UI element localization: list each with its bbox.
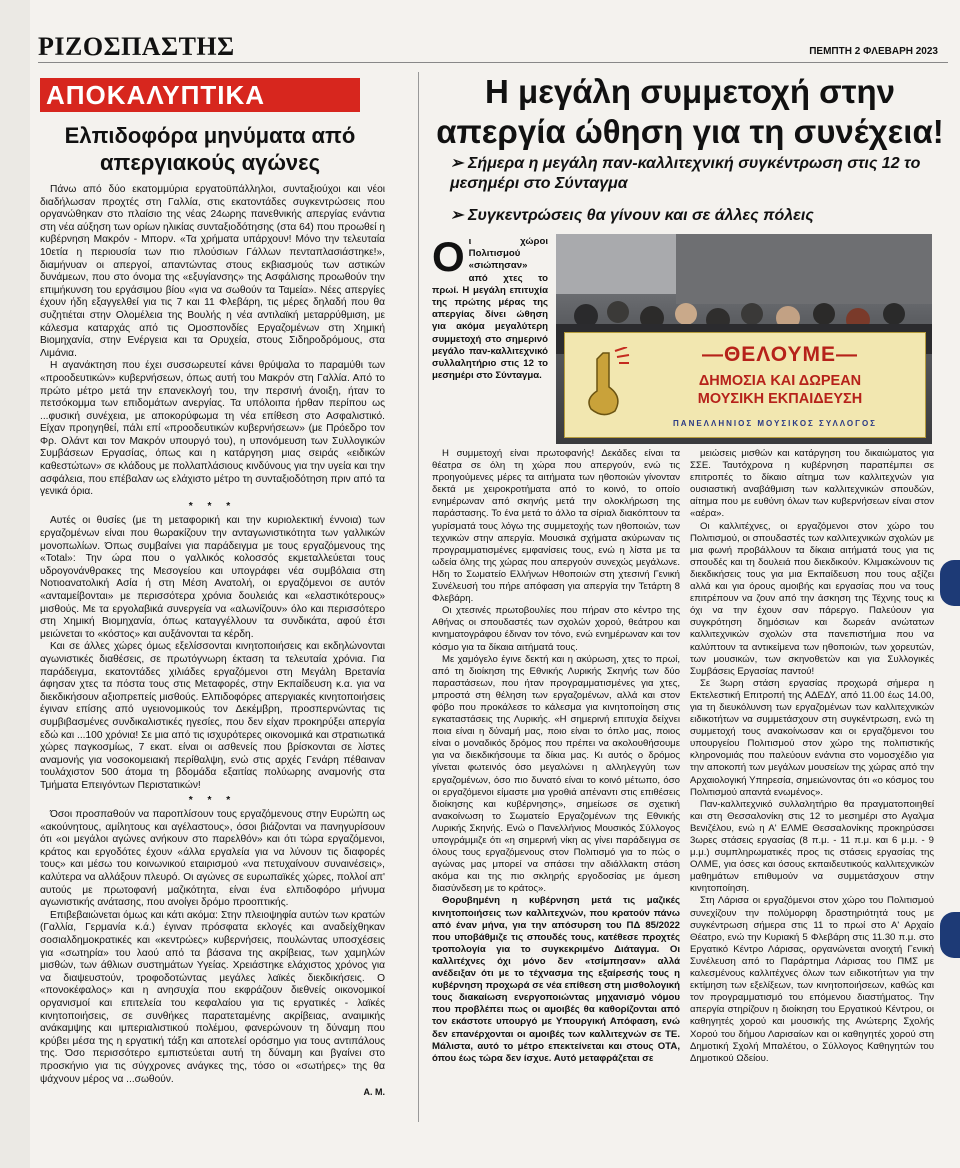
author-signature: Α. Μ. [363, 1087, 385, 1098]
section-separator: * * * [188, 500, 237, 512]
paragraph: Παν-καλλιτεχνικό συλλαλητήριο θα πραγματοποιηθεί και στη Θεσσαλονίκη στις 12 το μεσημέρι στο Αγαλμα Βενιζέλου, ενώ η Α' ΕΛΜΕ Θεσσαλονίκης προκηρύσσει 3ωρες στάσεις εργασίας (8 π.μ. - 11 π.μ. και 6 μ.μ. - 9 μ.μ.) συμπληρωματικές προς τις στάσεις εργασίας της ΟΛΜΕ, για όσες και όσους εκπαιδευτικούς καλλιτεχνικών μαθημάτων επιθυμούν να συμμετάσχουν στην κινητοποίηση. [690, 798, 934, 895]
paragraph: Επιβεβαιώνεται όμως και κάτι ακόμα: Στην πλειοψηφία αυτών των κρατών (Γαλλία, Γερμανία κ.ά.) έγιναν πρόσφατα εκλογές και αναδείχθηκαν σοσιαλδημοκρατικές και «κεντρώες» κυβερνήσεις, πουλώντας υποσχέσεις για «σωτηρία» του λαού από τα βάσανα της ακρίβειας, των χαμηλών μισθών, των άθλιων συστημάτων Υγείας. Χρειάστηκε ελάχιστος χρόνος για να διαψευστούν, τροφοδοτώντας μεγάλες λαϊκές διεκδικήσεις. Ο «πονοκέφαλος» και η ανησυχία που εκφράζουν διεθνείς οικονομικοί οργανισμοί και επιτελεία του κεφαλαίου για τις εργατικές - λαϊκές κινητοποιήσεις, σε συνθήκες παρατεταμένης ακρίβειας, αναιμικής ανάκαμψης και ιμπεριαλιστικού πολέμου, φανερώνουν τη δύναμη που κρύβει μέσα της η εργατική τάξη και αποτελεί ορόσημο για τους αντιπάλους της. Όσο περισσότερο εμπιστεύεται αυτή τη δύναμη και βγαίνει στο προσκήνιο για τις σύγχρονες ανάγκες της, τόσο οι «σωτήρες» της θα ψάχνουν μέρος να ...σωθούν. [40, 909, 385, 1085]
right-article-intro: Οι χώροι Πολιτισμού «σιώπησαν» από χτες το πρωί. Η μεγάλη επιτυχία της πρώτης μέρας της απεργίας δίνει ώθηση για ακόμα μεγαλύτερη συμμετοχή στο σημερινό μεγάλο παν-καλλιτεχνικό συλλαλητήριο στις 12 το μεσημέρι στο Σύνταγμα. [432, 233, 548, 382]
subtitle-2: ➢ Συγκεντρώσεις θα γίνουν και σε άλλες πόλεις [450, 207, 814, 224]
left-article-title: Ελπιδοφόρα μηνύματα από απεργιακούς αγώνες [64, 123, 356, 175]
column-divider [418, 72, 419, 1122]
right-article-title: Η μεγάλη συμμετοχή στην απεργία ώθηση για τη συνέχεια! [436, 73, 944, 150]
paragraph: Αυτές οι θυσίες (με τη μεταφορική και την κυριολεκτική έννοια) των εργαζομένων είναι που θωρακίζουν την ανταγωνιστικότητα των γαλλικών μονοπωλίων. Όπως συμβαίνει για παράδειγμα με τους εργαζόμενους της «Total»: Την ώρα που ο γαλλικός κολοσσός εκμεταλλεύεται τους υδρογονάνθρακες της Μεσογείου και υπογράφει νέα συμβόλαια στη Νοτιοανατολική Ασία ή στη Μέση Ανατολή, οι εργαζόμενοι σε αυτόν «ανταμείβονται» με περισσότερα χρόνια δουλειάς και «ελαστικότερους» μισθούς. Με τα εργολαβικά συνεργεία να «αλωνίζουν» όλο και περισσότερο στη Χημική Βιομηχανία, όπως καταγγέλλουν τα συνδικάτα, αφού έτσι μειώνεται το «κόστος» και αυξάνονται τα κέρδη. [40, 515, 385, 640]
banner-line-3: ΜΟΥΣΙΚΗ ΕΚΠΑΙΔΕΥΣΗ [697, 391, 863, 407]
arrow-icon: ➢ [450, 207, 464, 224]
protest-banner [564, 332, 926, 438]
banner-line-4: ΠΑΝΕΛΛΗΝΙΟΣ ΜΟΥΣΙΚΟΣ ΣΥΛΛΟΓΟΣ [673, 419, 877, 428]
paragraph: μειώσεις μισθών και κατάργηση του δικαιώματος για ΣΣΕ. Ταυτόχρονα η κυβέρνηση παραπέμπει σε επιτροπές το δίκαιο αίτημα των καλλιτεχνών για ουσιαστική αναβάθμιση των καλλιτεχνικών σπουδών, αίτημα που με ευθύνη όλων των κυβερνήσεων είναι στον «αέρα». [690, 448, 934, 520]
paragraph: Η αγανάκτηση που έχει συσσωρευτεί κάνει θρύψαλα το παραμύθι των «προοδευτικών» κυβερνήσεων, όπως αυτή του Μακρόν στη Γαλλία. Από το πρώτο μέτρο μετά την επανεκλογή του, την περσινή άνοιξη, ήταν το πετσόκομμα των επιδομάτων ανεργίας. Τα υπόλοιπα ήρθαν περίπου ως ...φυσική συνέχεια, με αποκορύφωμα τη νέα επίθεση στο Ασφαλιστικό. Είχαν προηγηθεί, πάλι επί «προοδευτικών κυβερνήσεων» (με Πρόεδρο τον Φρ. Ολάντ και τον Μακρόν υπουργό του), η υπονόμευση των Συλλογικών Συμβάσεων Εργασίας, όπως και η κατάργηση μιας σειράς «ειδικών καθεστώτων» σε κλάδους με πολλαπλάσιους κινδύνους για την υγεία και την ασφάλεια, που επέβαλαν ως ελάχιστο μέτρο τη συνταξιοδότηση πριν από τα γενικά όρια. [40, 360, 385, 498]
paragraph: Σε 3ωρη στάση εργασίας προχωρά σήμερα η Εκτελεστική Επιτροπή της ΑΔΕΔΥ, από 11.00 έως 14.00, για τη διευκόλυνση των εργαζομένων των καλλιτεχνικών ειδικοτήτων να συμμετάσχουν στη συγκέντρωση, ενώ τη συμμετοχή τους ανακοίνωσαν και οι εργαζόμενοι του υπουργείου Πολιτισμού στον χώρο της πολιτιστικής κληρονομιάς που παλεύουν ενάντια στο νομοσχέδιο για την αποκοπή των μεγάλων μουσείων της χώρας από την Αρχαιολογική Υπηρεσία, σημειώνοντας ότι «ο κόσμος του Πολιτισμού απαντά ενωμένος». [690, 677, 934, 798]
issue-date: ΠΕΜΠΤΗ 2 ΦΛΕΒΑΡΗ 2023 [809, 46, 938, 57]
page-edge-tab [940, 560, 960, 606]
paragraph: Πάνω από δύο εκατομμύρια εργατοϋπάλληλοι, συνταξιούχοι και νέοι διαδήλωσαν προχτές στη Γαλλία, στις εκατοντάδες συγκεντρώσεις που οργανώθηκαν στο πλαίσιο της νέας 24ωρης πανεθνικής απεργίας ενάντια στη νέα αύξηση των ορίων ηλικίας συνταξιοδότησης (στα 64) που προωθεί η κυβέρνηση Μακρόν - Μπορν. «Τα χρήματα υπάρχουν! Μόνο την τελευταία 10ετία η περιουσία των πιο πλούσιων Γάλλων πενταπλασιάστηκε!», διαμήνυαν οι απεργοί, απαντώντας στους εκβιασμούς των αστικών δυνάμεων, που στο όνομα της «εξυγίανσης» της Ασφάλισης προωθούν την επιμήκυνση του εργάσιμου βίου «για να σωθούν τα Ταμεία». Νέες απεργίες έχουν ήδη εξαγγελθεί για τις 7 και 11 Φλεβάρη, τις μέρες δηλαδή που θα συζητιέται στην Ολομέλεια της Βουλής η νέα αντιλαϊκή μεταρρύθμιση, με κάλεσμα καταρχάς από τις Ομοσπονδίες Εργαζομένων στη Χημική Βιομηχανία, στην Ενέργεια και τα Ορυχεία, στους Σιδηροδρόμους, στα Λιμάνια. [40, 184, 385, 359]
paragraph: Οι καλλιτέχνες, οι εργαζόμενοι στον χώρο του Πολιτισμού, οι σπουδαστές των καλλιτεχνικών σχολών με μια φωνή προβάλλουν τα δίκαια αιτήματά τους για τις σπουδές και τη δουλειά που διεκδικούν. Κλιμακώνουν τις διεκδικήσεις τους για μια Εκπαίδευση που τους αξίζει αλλά και για όρους αμοιβής και εργασίας που να τους επιτρέπουν να ζουν από την άσκηση της Τέχνης τους κι όχι να την έχουν σαν πάρεργο. Παλεύουν για συγκρότηση δημόσιων και δωρεάν ανώτατων καλλιτεχνικών σχολών στα πανεπιστήμια που να καλύπτουν τα αντικείμενα των ηθοποιών, των χορευτών, των μουσικών, των σκηνοθετών και για Συλλογικές Συμβάσεις Εργασίας παντού! [690, 520, 934, 677]
section-kicker: ΑΠΟΚΑΛΥΠΤΙΚΑ [40, 78, 360, 112]
section-separator: * * * [188, 794, 237, 806]
paragraph: Όσοι προσπαθούν να παροπλίσουν τους εργαζόμενους στην Ευρώπη ως «ακούνητους, αμίλητους και αγέλαστους», όσοι βιάζονται να πανηγυρίσουν ότι «οι μεγάλοι αγώνες ανήκουν στο παρελθόν» και ότι τώρα εργαζόμενοι, κράτος και εργοδότες έχουν «άλλα εργαλεία για να λύνουν τις διαφορές τους» και μέσω του κοινωνικού εταιρισμού «να πετυχαίνουν συναινέσεις», καλύτερα να αλλάξουν πλευρό. Οι αγώνες σε ευρωπαϊκές χώρες, πολλοί απ' αυτούς με πρωτοφανή μαζικότητα, είναι ένα ελπιδοφόρο μήνυμα αγωνιστικής ανάτασης, που ανοίγει δρόμο προοπτικής. [40, 809, 385, 909]
paragraph: Με χαμόγελο έγινε δεκτή και η ακύρωση, χτες το πρωί, από τη διοίκηση της Εθνικής Λυρικής Σκηνής των δύο παραστάσεων, που ήταν προγραμματισμένες για χτες, μπροστά στη θέληση των εργαζομένων, αλλά και στον φόβο που προκάλεσε το κάλεσμα για κινητοποίηση στις εγκαταστάσεις της Λυρικής. «Η σημερινή επιτυχία δείχνει ποια είναι η δύναμή μας, ποιο είναι το όπλο μας, ποιος είναι ο μοναδικός δρόμος που πρέπει να ακολουθήσουμε για να διεκδικήσουμε τα δίκια μας. Κι αυτός ο δρόμος γίνεται φωτεινός όσο μεγαλώνει η αλληλεγγύη των εργαζομένων, όσο πιο δυνατό είναι το κοινό μέτωπο, όσο οι εργαζόμενοι είμαστε μια γροθιά απέναντι στις επιθέσεις διοίκησης και κυβέρνησης», σημείωσε σε σχετική ανακοίνωση το Σωματείο Εργαζομένων της Εθνικής Λυρικής Σκηνής. Ενώ ο Πανελλήνιος Μουσικός Σύλλογος υπογράμμιζε ότι «η σημερινή νίκη ας γίνει παράδειγμα σε όλους τους εργαζόμενους στον Πολιτισμό για το πώς ο αγώνας μας μπορεί να σπάσει την αδιάλλακτη στάση ακόμα και της πιο σκληρής εργοδοσίας με άμεση διασύνδεση με το κράτος». [432, 653, 680, 895]
banner-line-1: —ΘΕΛΟΥΜΕ— [701, 343, 859, 366]
subtitle-1: ➢ Σήμερα η μεγάλη παν-καλλιτεχνική συγκέντρωση στις 12 το μεσημέρι στο Σύνταγμα [450, 155, 921, 192]
arrow-icon: ➢ [450, 155, 464, 172]
banner-line-2: ΔΗΜΟΣΙΑ ΚΑΙ ΔΩΡΕΑΝ [698, 373, 862, 389]
drop-cap: Ο [432, 233, 465, 280]
masthead [38, 30, 948, 63]
right-article-col1 [432, 448, 680, 1065]
page-margin [0, 0, 30, 1168]
paragraph: Στη Λάρισα οι εργαζόμενοι στον χώρο του Πολιτισμού συνεχίζουν την πολύμορφη δραστηριότητά τους με συγκέντρωση σήμερα στις 11 το πρωί στο Α' Αρχαίο Θέατρο, ενώ την Κυριακή 5 Φλεβάρη στις 11.30 π.μ. στο Εργατικό Κέντρο Λάρισας, οργανώνεται ανοιχτή Γενική Συνέλευση από το Παράρτημα Λάρισας του ΠΜΣ με καλεσμένους καλλιτέχνες όλων των ειδικοτήτων για την εκτίμηση των εξελίξεων, των κινητοποιήσεων, καθώς και τον προγραμματισμό του επόμενου διαστήματος. Την απεργία στηρίζουν η διοίκηση του Εργατικού Κέντρου, οι καθηγητές χορού και μουσικής της Ανώτερης Σχολής Χορού του δήμου Λαρισαίων και οι καθηγητές χορού στη Δημοτική Σχολή Μπαλέτου, ο Σύλλογος Καθηγητών του Δημοτικού Ωδείου. [690, 895, 934, 1064]
page-edge-tab [940, 912, 960, 958]
paragraph: Η συμμετοχή είναι πρωτοφανής! Δεκάδες είναι τα θέατρα σε όλη τη χώρα που απεργούν, ενώ τις προηγούμενες μέρες τα αιτήματα των ηθοποιών γίνονταν δεκτά με χειροκροτήματα από το κοινό, το οποίο ενημέρωναν από σκηνής μετά την ολοκλήρωση της παράστασης. Το ένα μετά το άλλο τα σίριαλ διακόπτουν τα γυρίσματά τους λόγω της συμμετοχής των ηθοποιών, των τεχνικών στην απεργία. Μουσικά σχήματα ακύρωναν τις προγραμματισμένες εμφανίσεις τους, ενώ η λίστα με τα ωδεία όλης της χώρας που απεργούν συνεχώς μεγάλωνε. Ηδη το Σωματείο Ελλήνων Ηθοποιών στη χτεσινή Γενική Συνέλευσή του πήρε απόφαση για απεργία την Τετάρτη 8 Φλεβάρη. [432, 448, 680, 605]
paragraph: Και σε άλλες χώρες όμως εξελίσσονται κινητοποιήσεις και εκδηλώνονται αγωνιστικές διαθέσεις, σε πρωτόγνωρη έκταση τα τελευταία χρόνια. Για παράδειγμα, εκατοντάδες χιλιάδες εργαζόμενοι στη Μεγάλη Βρετανία άφησαν χτες τα πόστα τους στις Μεταφορές, στην Εκπαίδευση κ.α. για να διεκδικήσουν αξιοπρεπείς μισθούς. Ελπιδοφόρες απεργιακές κινητοποιήσεις έγιναν επίσης από υγειονομικούς τον Δεκέμβρη, προσπερνώντας τις συμβιβασμένες συνδικαλιστικές ηγεσίες, που δεν είχαν προκηρύξει απεργία εδώ και ...100 χρόνια! Σε μια από τις ισχυρότερες οικονομικά και στρατιωτικά χώρες παγκοσμίως, 7 εκατ. είναι οι ασθενείς που βρίσκονται σε λίστες αναμονής για νοσοκομειακή περίθαλψη, ενώ στις αρχές Γενάρη πέθαιναν τουλάχιστον 500 άτομα τη βδομάδα εξαιτίας πολύωρης αναμονής στα Τμήματα Επειγόντων Περιστατικών! [40, 641, 385, 791]
left-article-body [40, 184, 385, 1099]
right-article-col2 [690, 448, 934, 1065]
paragraph: Οι χτεσινές πρωτοβουλίες που πήραν στο κέντρο της Αθήνας οι σπουδαστές των σχολών χορού, θεάτρου και κινηματογράφου έδιναν τον τόνο, ενώ ενημέρωναν και τον κόσμο για τα δίκαια αιτήματά τους. [432, 605, 680, 653]
protest-photo [556, 234, 932, 444]
tuba-icon [575, 347, 631, 421]
newspaper-logo: ΡΙΖΟΣΠΑΣΤΗΣ [38, 32, 235, 61]
paragraph: Θορυβημένη η κυβέρνηση μετά τις μαζικές κινητοποιήσεις των καλλιτεχνών, που κρατούν πάνω από έναν μήνα, για την απόσυρση του ΠΔ 85/2022 που υποβάθμιζε τις σπουδές τους, κατέθεσε προχτές τροπολογία για το συγκεκριμένο Διάταγμα. Οι καλλιτέχνες όχι μόνο δεν «τσίμπησαν» αλλά ανέδειξαν ότι με το τέχνασμα της εξαίρεσής τους η κυβέρνηση προχωρά σε νέα επίθεση στη μισθολογική τους διακαίωση ενεργοποιώντας μηχανισμό νόμου που προβλέπει πως οι αμοιβές θα καθορίζονται από τον εκάστοτε υπουργό με Υπουργική Απόφαση, ενώ δεν επανέρχονται οι αμοιβές των καλλιτεχνών σε ΤΕ. Μάλιστα, αυτό το μέτρο επεκτείνεται και στους ΟΤΑ, όπου έως τώρα δεν ίσχυε. Αυτό μεταφράζεται σε [432, 895, 680, 1064]
